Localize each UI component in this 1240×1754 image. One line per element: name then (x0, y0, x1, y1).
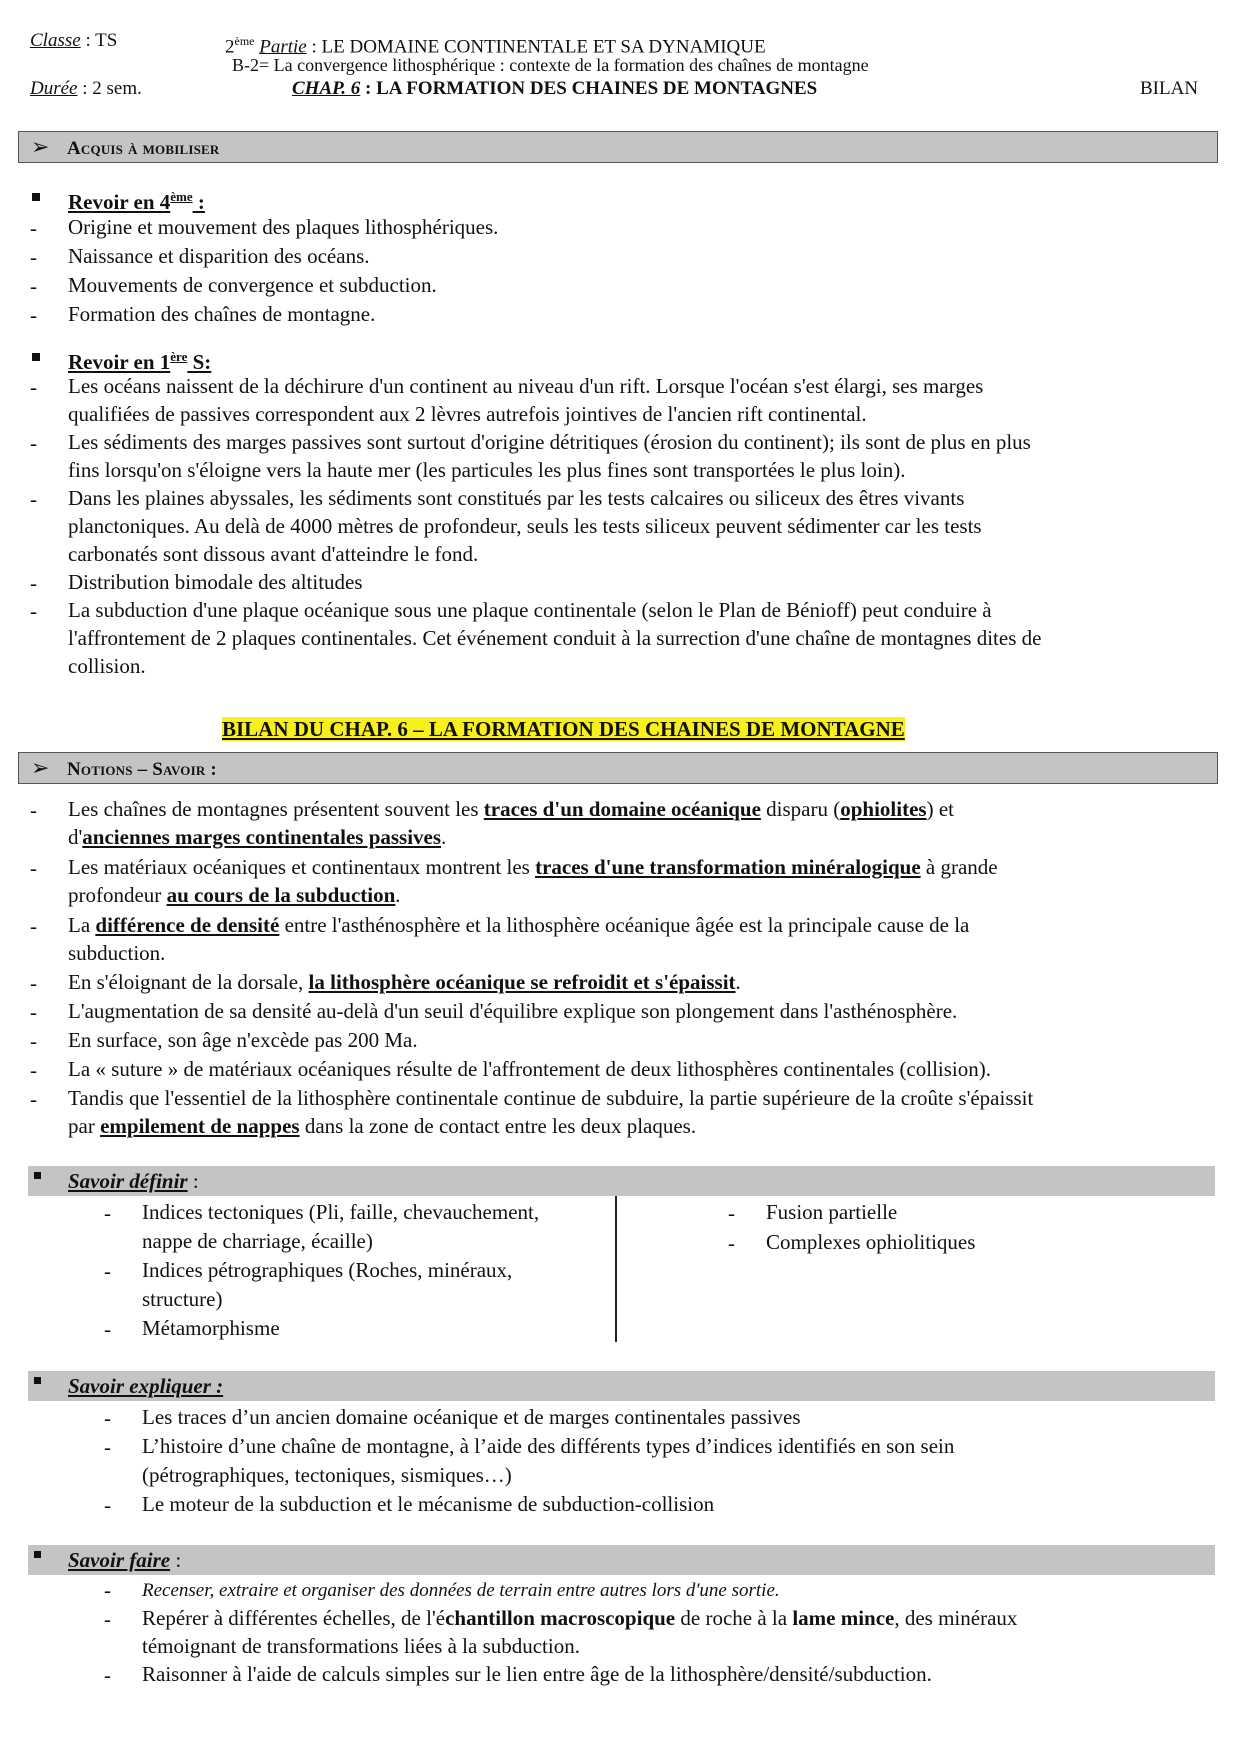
revoir4-sup: ème (170, 189, 193, 204)
revoir1-item-1-line-2: qualifiées de passives correspondent aux 2 lèvres autrefois jointives de l'ancien rift continental. (68, 402, 867, 426)
dash: - (30, 274, 37, 298)
revoir1-item-2-line-2: fins lorsqu'on s'éloigne vers la haute mer (les particules les plus fines sont transportées le plus loin). (68, 458, 906, 482)
classe-label: Classe (30, 30, 81, 51)
dash: - (30, 431, 37, 455)
expliquer-item-1-line-1: Les traces d’un ancien domaine océanique et de marges continentales passives (142, 1405, 801, 1429)
bullet-square-icon (32, 193, 40, 201)
dash: - (728, 1231, 735, 1255)
notion-3-line-2: subduction. (68, 941, 166, 965)
revoir1-item-1-line-1: Les océans naissent de la déchirure d'un continent au niveau d'un rift. Lorsque l'océan s'est élargi, ses marges (68, 374, 984, 398)
dash: - (30, 971, 37, 995)
dash: - (30, 245, 37, 269)
notion-2-line-1 (68, 853, 998, 882)
notion-8-line-2 (68, 1112, 696, 1141)
notion-7: La « suture » de matériaux océaniques résulte de l'affrontement de deux lithosphères continentales (collision). (68, 1057, 992, 1081)
notion-1-line-1 (68, 795, 954, 824)
acquis-title: Acquis à mobiliser (67, 138, 220, 159)
n2d: profondeur (68, 883, 167, 907)
bullet-square-icon (34, 1551, 41, 1558)
bullet-square-icon (34, 1172, 41, 1179)
dash: - (30, 1087, 37, 1111)
notions-section-header (18, 752, 1218, 784)
revoir1-sup: ère (170, 349, 188, 364)
revoir1-item-5-line-3: collision. (68, 654, 146, 678)
savoir-definir-bar (28, 1166, 1215, 1196)
faire-item-2-line-1 (142, 1604, 1017, 1633)
n3a: La (68, 913, 96, 937)
arrow-right-icon: ➢ (31, 755, 50, 780)
dash: - (728, 1201, 735, 1225)
notion-1-line-2 (68, 823, 446, 852)
i2c: de roche à la (675, 1606, 793, 1630)
definir-right-item-2-line-1: Complexes ophiolitiques (766, 1230, 976, 1254)
n4a: En s'éloignant de la dorsale, (68, 970, 309, 994)
chap-title: : LA FORMATION DES CHAINES DE MONTAGNES (360, 78, 818, 99)
revoir1-end: S: (187, 350, 212, 374)
definir-left-item-1-line-1: Indices tectoniques (Pli, faille, chevauchement, (142, 1200, 540, 1224)
faire-colon: : (170, 1548, 182, 1572)
n3b: différence de densité (95, 913, 280, 937)
dash: - (30, 599, 37, 623)
dash: - (30, 798, 37, 822)
savoir-expliquer-bar (28, 1371, 1215, 1401)
notion-6: En surface, son âge n'excède pas 200 Ma. (68, 1028, 418, 1052)
n1g: anciennes marges continentales passives (82, 825, 442, 849)
partie-label: Partie (259, 36, 307, 58)
dash: - (104, 1317, 111, 1341)
dash: - (104, 1578, 111, 1602)
i2a: Repérer à différentes échelles, de l'é (142, 1606, 446, 1630)
faire-item-3: Raisonner à l'aide de calculs simples sur le lien entre âge de la lithosphère/densité/subduction. (142, 1662, 932, 1686)
definir-right-item-1-line-1: Fusion partielle (766, 1200, 898, 1224)
partie-num: 2 (225, 36, 235, 58)
savoir-faire-title (68, 1548, 181, 1573)
definir-left-item-2-line-2: structure) (142, 1287, 223, 1311)
bullet-square-icon (34, 1377, 41, 1384)
revoir1-item-2-line-1: Les sédiments des marges passives sont surtout d'origine détritiques (érosion du continent); ils sont de plus en plus (68, 430, 1031, 454)
n1e: ) et (926, 797, 954, 821)
definir-left-item-3-line-1: Métamorphisme (142, 1316, 280, 1340)
bilan-label: BILAN (1140, 78, 1199, 99)
expliquer-item-2-line-1: L’histoire d’une chaîne de montagne, à l’aide des différents types d’indices identifiés en son sein (142, 1434, 955, 1458)
expliquer-item-3-line-1: Le moteur de la subduction et le mécanisme de subduction-collision (142, 1492, 715, 1516)
savoir-expliquer-title: Savoir expliquer : (68, 1374, 224, 1398)
bullet-square-icon (32, 353, 40, 361)
n1f: d' (68, 825, 83, 849)
column-divider (615, 1196, 617, 1342)
sub-title: B-2= La convergence lithosphérique : contexte de la formation des chaînes de montagne (232, 55, 869, 75)
n1d: ophiolites (840, 797, 927, 821)
dash: - (30, 216, 37, 240)
revoir4-item-4-line-1: Formation des chaînes de montagne. (68, 302, 376, 326)
dash: - (30, 1029, 37, 1053)
revoir1-item-3-line-3: carbonatés sont dissous avant d'atteindre le fond. (68, 542, 479, 566)
n8c: empilement de nappes (100, 1114, 300, 1138)
notion-3-line-1 (68, 911, 969, 940)
dash: - (30, 303, 37, 327)
notion-2-line-2 (68, 881, 401, 910)
dash: - (30, 914, 37, 938)
dash: - (104, 1607, 111, 1631)
arrow-right-icon: ➢ (31, 134, 50, 159)
revoir1-item-5-line-1: La subduction d'une plaque océanique sous une plaque continentale (selon le Plan de Bénioff) peut conduire à (68, 598, 992, 622)
revoir1-item-3-line-1: Dans les plaines abyssales, les sédiments sont constitués par les tests calcaires ou siliceux des êtres vivants (68, 486, 965, 510)
revoir1-item-4-line-1: Distribution bimodale des altitudes (68, 570, 363, 594)
revoir4-heading (68, 182, 205, 217)
n8d: dans la zone de contact entre les deux plaques. (299, 1114, 697, 1138)
definir-left-item-1-line-2: nappe de charriage, écaille) (142, 1229, 373, 1253)
i2b: chantillon macroscopique (445, 1606, 676, 1630)
n2f: . (395, 883, 401, 907)
dash: - (104, 1435, 111, 1459)
dash: - (30, 1000, 37, 1024)
faire-item-2-line-2: témoignant de transformations liées à la subduction. (142, 1634, 580, 1658)
revoir4-label: Revoir en 4 (68, 190, 171, 214)
n2a: Les matériaux océaniques et continentaux montrent les (68, 855, 536, 879)
i2e: , des minéraux (894, 1606, 1018, 1630)
n1a: Les chaînes de montagnes présentent souvent les (68, 797, 484, 821)
savoir-faire-bar (28, 1545, 1215, 1575)
duree-line (30, 78, 142, 100)
definir-title-text: Savoir définir (68, 1169, 188, 1193)
n4c: . (735, 970, 741, 994)
duree-value: : 2 sem. (77, 78, 142, 99)
notions-title: Notions – Savoir : (67, 759, 217, 780)
duree-label: Durée (30, 78, 78, 99)
dash: - (104, 1663, 111, 1687)
acquis-section-header (18, 131, 1218, 163)
revoir4-end: : (192, 190, 205, 214)
n4b: la lithosphère océanique se refroidit et s'épaissit (308, 970, 736, 994)
definir-left-item-2-line-1: Indices pétrographiques (Roches, minéraux, (142, 1258, 513, 1282)
dash: - (30, 487, 37, 511)
chap-line (292, 78, 817, 100)
n2c: à grande (920, 855, 998, 879)
revoir4-item-2-line-1: Naissance et disparition des océans. (68, 244, 370, 268)
notion-5: L'augmentation de sa densité au-delà d'un seuil d'équilibre explique son plongement dans l'asthénosphère. (68, 999, 958, 1023)
dash: - (104, 1259, 111, 1283)
revoir1-item-3-line-2: planctoniques. Au delà de 4000 mètres de profondeur, seuls les tests siliceux peuvent sédimenter car les tests (68, 514, 982, 538)
bilan-title-text: BILAN DU CHAP. 6 – LA FORMATION DES CHAINES DE MONTAGNE (222, 717, 905, 741)
n8b: par (68, 1114, 101, 1138)
n2e: au cours de la subduction (166, 883, 396, 907)
partie-title: : LE DOMAINE CONTINENTALE ET SA DYNAMIQUE (306, 36, 766, 58)
revoir4-item-1-line-1: Origine et mouvement des plaques lithosphériques. (68, 215, 499, 239)
dash: - (104, 1201, 111, 1225)
dash: - (104, 1493, 111, 1517)
n1c: disparu ( (760, 797, 841, 821)
bilan-title (222, 716, 905, 742)
n1h: . (441, 825, 447, 849)
notion-8-line-1: Tandis que l'essentiel de la lithosphère continentale continue de subduire, la partie supérieure de la croûte s'épaissit (68, 1086, 1034, 1110)
revoir4-item-3-line-1: Mouvements de convergence et subduction. (68, 273, 437, 297)
revoir1-item-5-line-2: l'affrontement de 2 plaques continentales. Cet événement conduit à la surrection d'une chaîne de montagnes dites de (68, 626, 1042, 650)
classe-value: : TS (80, 30, 118, 51)
n1b: traces d'un domaine océanique (483, 797, 761, 821)
dash: - (30, 571, 37, 595)
expliquer-item-2-line-2: (pétrographiques, tectoniques, sismiques…) (142, 1463, 512, 1487)
faire-item-1: Recenser, extraire et organiser des données de terrain entre autres lors d'une sortie. (142, 1580, 780, 1601)
definir-colon: : (187, 1169, 199, 1193)
dash: - (30, 856, 37, 880)
chap-label: CHAP. 6 (292, 78, 361, 99)
dash: - (30, 375, 37, 399)
class-line (30, 30, 117, 52)
faire-title-text: Savoir faire (68, 1548, 171, 1572)
savoir-definir-title (68, 1169, 199, 1194)
notion-4 (68, 968, 741, 997)
n3c: entre l'asthénosphère et la lithosphère océanique âgée est la principale cause de la (279, 913, 970, 937)
dash: - (30, 1058, 37, 1082)
partie-sup: ème (234, 34, 255, 48)
revoir1-label: Revoir en 1 (68, 350, 171, 374)
dash: - (104, 1406, 111, 1430)
i2d: lame mince (792, 1606, 895, 1630)
n2b: traces d'une transformation minéralogique (535, 855, 921, 879)
